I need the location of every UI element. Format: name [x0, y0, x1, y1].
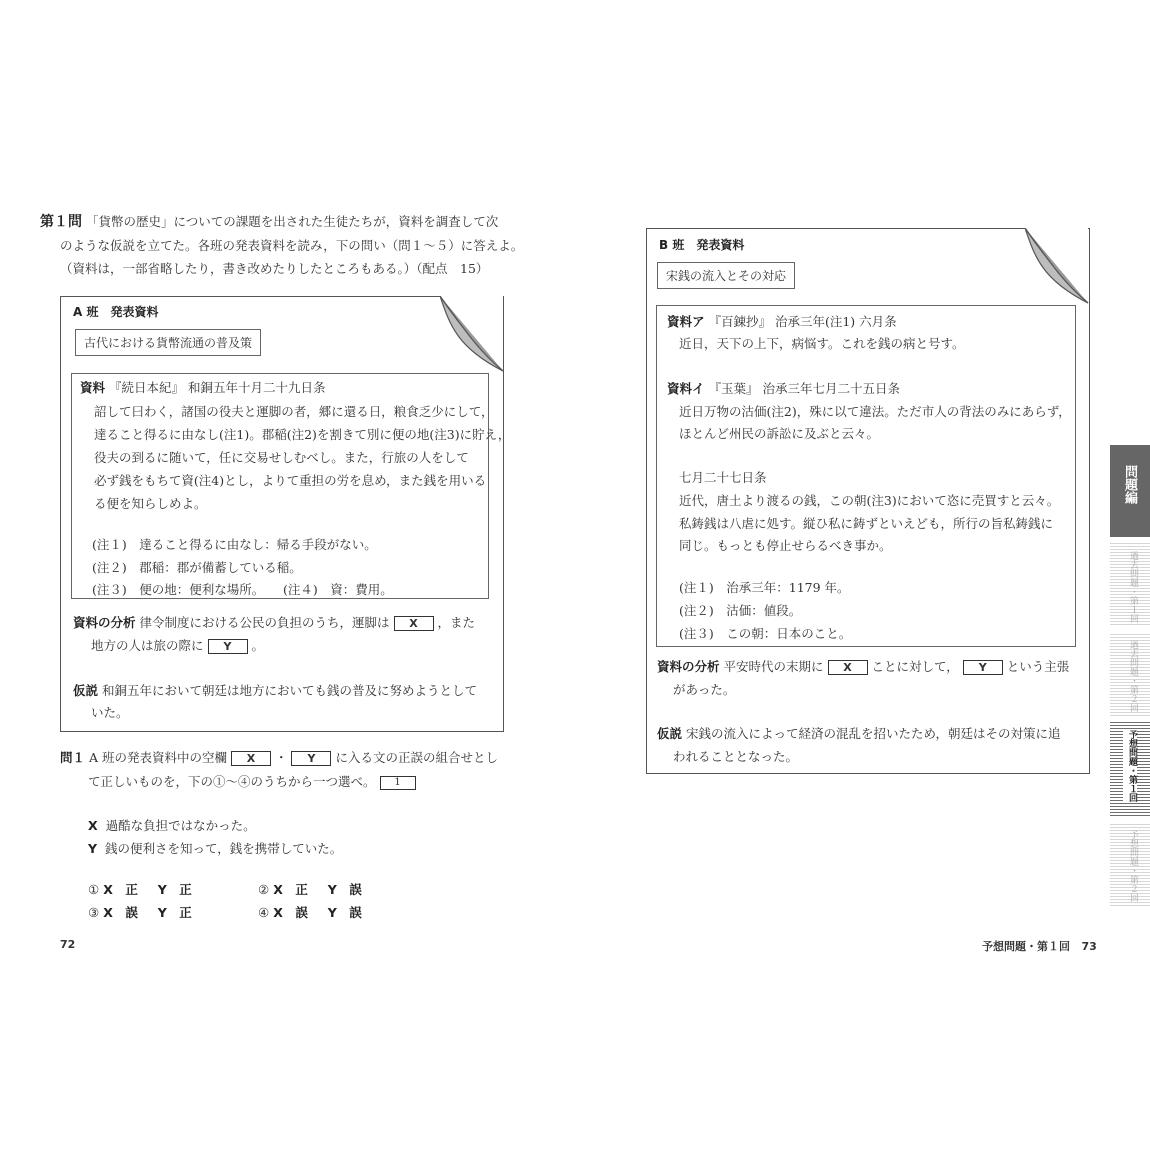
choice-1[interactable]: ① X 正 Y 正 — [88, 882, 192, 897]
source-heading: 資料 『続日本紀』 和銅五年十月二十九日条 — [80, 380, 326, 395]
blank-y: Y — [208, 639, 248, 654]
analysis-line2: があった。 — [673, 682, 736, 697]
hypothesis-line: われることとなった。 — [673, 749, 799, 764]
statement-y: Y 銭の便利さを知って，銭を携帯していた。 — [88, 841, 343, 856]
tab-forecast-2[interactable]: 予想問題・第２回 — [1110, 822, 1150, 906]
page-number-left: 72 — [60, 938, 76, 951]
question-1-line2: て正しいものを，下の①～④のうちから一つ選べ。 1 — [88, 774, 416, 790]
source-line: 私鋳銭は八虐に処す。縦ひ私に鋳ずといえども，所行の旨私鋳銭に — [679, 516, 1054, 531]
source-i-heading: 資料イ 『玉葉』 治承三年七月二十五日条 — [667, 381, 900, 396]
blank-y: Y — [963, 660, 1003, 675]
group-a-panel — [60, 296, 511, 732]
question-1: 問１ A 班の発表資料中の空欄 X ・ Y に入る文の正誤の組合せとし — [60, 750, 498, 765]
tab-past-1[interactable]: 過去問題・第１回 — [1110, 543, 1150, 625]
statement-x: X 過酷な負担ではなかった。 — [88, 818, 256, 833]
tab-forecast-1[interactable]: 予想問題・第１回 — [1110, 722, 1150, 816]
choice-3[interactable]: ③ X 誤 Y 正 — [88, 905, 192, 920]
note-line: (注２) 郡稲：郡が備蓄している稲。 — [92, 560, 302, 575]
analysis-line2: 地方の人は旅の際に Y 。 — [91, 638, 264, 653]
hypothesis-line: いた。 — [91, 705, 129, 720]
source-line: 詔して曰わく，諸国の役夫と運脚の者，郷に還る日，粮食乏少にして， — [94, 404, 494, 419]
note-line: (注１) 治承三年：1179 年。 — [679, 580, 850, 595]
blank-y: Y — [291, 751, 331, 766]
note-line: (注３) 便の地：便利な場所。 (注４) 資：費用。 — [92, 582, 393, 597]
source-subheading: 七月二十七日条 — [679, 470, 767, 485]
answer-box[interactable]: 1 — [380, 776, 416, 790]
panel-title: 古代における貨幣流通の普及策 — [75, 329, 261, 356]
source-line: 同じ。もっとも停止せらるべき事か。 — [679, 538, 892, 553]
source-line: 近代，唐土より渡るの銭，この朝(注3)において恣に売買すと云々。 — [679, 493, 1060, 508]
source-a-heading: 資料ア 『百錬抄』 治承三年(注1) 六月条 — [667, 314, 897, 329]
source-line: る便を知らしめよ。 — [94, 496, 207, 511]
analysis: 資料の分析 平安時代の末期に X ことに対して， Y という主張 — [657, 659, 1070, 674]
panel-header: A 班 発表資料 — [73, 305, 159, 319]
tab-past-2[interactable]: 過去問題・第２回 — [1110, 632, 1150, 716]
tab-problems[interactable]: 問題編 — [1110, 445, 1150, 537]
folded-corner-icon — [440, 296, 504, 372]
blank-x: X — [828, 660, 868, 675]
question-number: 第１問 — [40, 214, 82, 230]
note-line: (注２) 沽価：値段。 — [679, 603, 802, 618]
running-head: 予想問題・第１回 73 — [982, 940, 1097, 953]
panel-header: B 班 発表資料 — [659, 238, 745, 252]
folded-corner-icon — [1025, 228, 1089, 304]
blank-x: X — [231, 751, 271, 766]
choice-4[interactable]: ④ X 誤 Y 誤 — [258, 905, 362, 920]
analysis: 資料の分析 律令制度における公民の負担のうち，運脚は X ，また — [73, 615, 475, 630]
source-line: 必ず銭をもちて資(注4)とし，よりて重担の労を息め，また銭を用いる — [94, 473, 487, 488]
source-box — [71, 373, 511, 599]
source-line: 達ること得るに由なし(注1)。郡稲(注2)を割きて別に便の地(注3)に貯え， — [94, 427, 511, 442]
note-line: (注３) この朝：日本のこと。 — [679, 626, 852, 641]
source-box — [656, 305, 1076, 647]
source-line: 近日万物の沽価(注2)，殊に以て違法。ただ市人の背法のみにあらず， — [679, 404, 1071, 419]
source-line: ほとんど州民の訴訟に及ぶと云々。 — [679, 426, 880, 441]
intro-line: （資料は，一部省略したり，書き改めたりしたところもある。）（配点 15） — [60, 261, 489, 276]
choice-2[interactable]: ② X 正 Y 誤 — [258, 882, 362, 897]
hypothesis: 仮説 宋銭の流入によって経済の混乱を招いたため，朝廷はその対策に追 — [657, 726, 1061, 741]
group-b-panel — [646, 228, 1090, 774]
blank-x: X — [394, 616, 434, 631]
question-intro: 第１問 「貨幣の歴史」についての課題を出された生徒たちが，資料を調査して次 — [40, 214, 499, 230]
panel-title: 宋銭の流入とその対応 — [657, 262, 795, 289]
source-line: 近日，天下の上下，病悩す。これを銭の病と号す。 — [679, 336, 965, 351]
hypothesis: 仮説 和銅五年において朝廷は地方においても銭の普及に努めようとして — [73, 683, 478, 698]
intro-line: のような仮説を立てた。各班の発表資料を読み，下の問い（問１～５）に答えよ。 — [60, 238, 524, 253]
note-line: (注１) 達ること得るに由なし：帰る手段がない。 — [92, 537, 377, 552]
source-line: 役夫の到るに随いて，任に交易せしむべし。また，行旅の人をして — [94, 450, 469, 465]
